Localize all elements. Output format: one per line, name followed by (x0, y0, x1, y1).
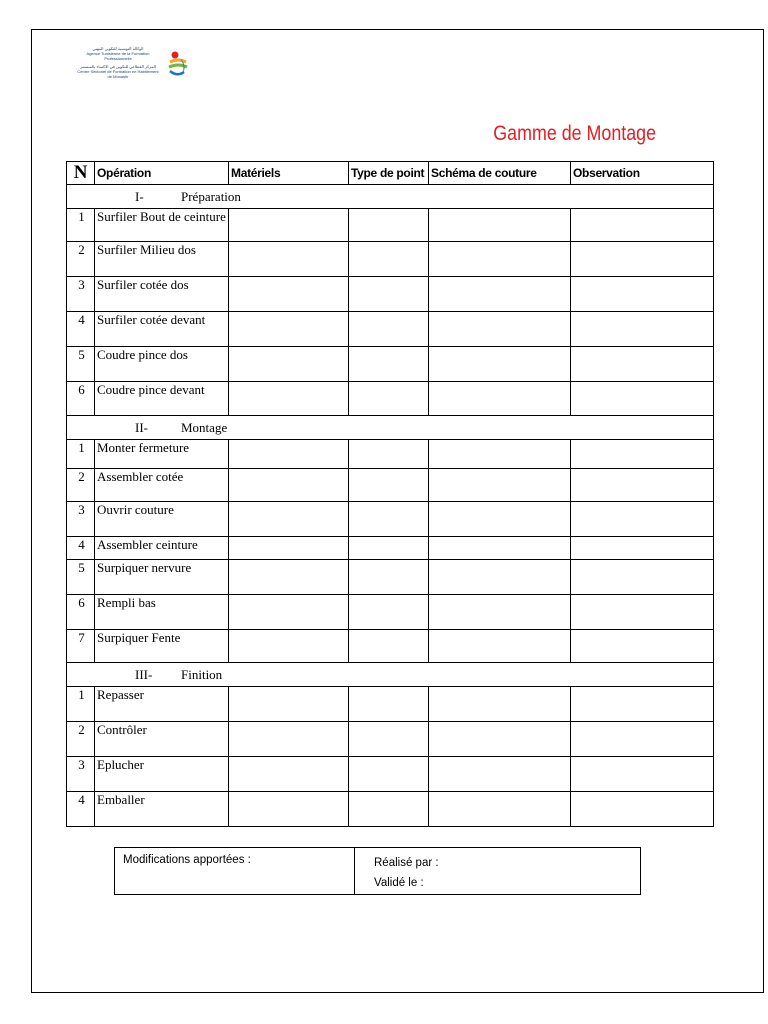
footer-box (114, 847, 641, 895)
materiels-cell[interactable] (229, 560, 349, 595)
materiels-cell[interactable] (229, 502, 349, 537)
realise-par-label: Réalisé par : (374, 857, 439, 869)
section-label: Finition (181, 666, 223, 682)
row-number: 5 (67, 347, 95, 382)
logo-arabic-line-2: المركز القطاعي للتكوين في الاكساء بالمنستير (80, 64, 156, 69)
row-number: 6 (67, 595, 95, 630)
row-number: 3 (67, 757, 95, 792)
table-row (67, 687, 714, 722)
header-schema-de-couture: Schéma de couture (429, 162, 571, 185)
row-number: 2 (67, 242, 95, 277)
schema-de-couture-cell[interactable] (429, 312, 571, 347)
materiels-cell[interactable] (229, 277, 349, 312)
modifications-label: Modifications apportées : (115, 848, 355, 894)
operation-cell: Surpiquer Fente (95, 630, 229, 663)
observation-cell[interactable] (571, 595, 714, 630)
observation-cell[interactable] (571, 792, 714, 827)
section-number: I- (135, 188, 144, 204)
row-number: 4 (67, 792, 95, 827)
schema-de-couture-cell[interactable] (429, 792, 571, 827)
schema-de-couture-cell[interactable] (429, 242, 571, 277)
logo-french-line-1: Agence Tunisienne de la Formation (86, 51, 150, 56)
logo-french-line-2: Professionnelle (104, 56, 132, 61)
row-number: 5 (67, 560, 95, 595)
operation-cell: Monter fermeture (95, 440, 229, 469)
section-row (67, 416, 714, 440)
schema-de-couture-cell[interactable] (429, 502, 571, 537)
section-label: Montage (181, 419, 228, 435)
type-de-point-cell[interactable] (349, 502, 429, 537)
logo-arabic-line-1: الوكالة التونسية للتكوين المهني (92, 46, 144, 51)
observation-cell[interactable] (571, 242, 714, 277)
atfp-logo-icon (166, 48, 190, 82)
observation-cell[interactable] (571, 440, 714, 469)
row-number: 1 (67, 687, 95, 722)
table-header-row (67, 162, 714, 185)
observation-cell[interactable] (571, 347, 714, 382)
operation-cell: Assembler ceinture (95, 537, 229, 560)
section-title (67, 185, 714, 209)
table-row (67, 630, 714, 663)
operation-cell: Ouvrir couture (95, 502, 229, 537)
materiels-cell[interactable] (229, 595, 349, 630)
schema-de-couture-cell[interactable] (429, 757, 571, 792)
schema-de-couture-cell[interactable] (429, 382, 571, 416)
type-de-point-cell[interactable] (349, 630, 429, 663)
type-de-point-cell[interactable] (349, 440, 429, 469)
type-de-point-cell[interactable] (349, 469, 429, 502)
section-number: II- (135, 419, 148, 435)
materiels-cell[interactable] (229, 242, 349, 277)
table-row (67, 469, 714, 502)
row-number: 4 (67, 537, 95, 560)
observation-cell[interactable] (571, 502, 714, 537)
operation-cell: Surfiler Bout de ceinture (95, 209, 229, 242)
schema-de-couture-cell[interactable] (429, 277, 571, 312)
table-row (67, 440, 714, 469)
materiels-cell[interactable] (229, 440, 349, 469)
operation-cell: Coudre pince devant (95, 382, 229, 416)
header-type-de-point: Type de point (349, 162, 429, 185)
materiels-cell[interactable] (229, 209, 349, 242)
schema-de-couture-cell[interactable] (429, 722, 571, 757)
operation-cell: Emballer (95, 792, 229, 827)
type-de-point-cell[interactable] (349, 560, 429, 595)
schema-de-couture-cell[interactable] (429, 347, 571, 382)
row-number: 6 (67, 382, 95, 416)
schema-de-couture-cell[interactable] (429, 560, 571, 595)
observation-cell[interactable] (571, 560, 714, 595)
operation-cell: Surfiler cotée devant (95, 312, 229, 347)
row-number: 3 (67, 502, 95, 537)
table-row (67, 537, 714, 560)
table-row (67, 277, 714, 312)
observation-cell[interactable] (571, 277, 714, 312)
type-de-point-cell[interactable] (349, 382, 429, 416)
schema-de-couture-cell[interactable] (429, 687, 571, 722)
observation-cell[interactable] (571, 209, 714, 242)
operation-cell: Assembler cotée (95, 469, 229, 502)
type-de-point-cell[interactable] (349, 347, 429, 382)
schema-de-couture-cell[interactable] (429, 469, 571, 502)
logo-french-line-4: de Monastir (107, 74, 129, 79)
header-materiels: Matériels (229, 162, 349, 185)
materiels-cell[interactable] (229, 792, 349, 827)
header-observation: Observation (571, 162, 714, 185)
materiels-cell[interactable] (229, 757, 349, 792)
row-number: 2 (67, 469, 95, 502)
operation-cell: Contrôler (95, 722, 229, 757)
section-number: III- (135, 666, 153, 682)
section-title (67, 416, 714, 440)
operations-table (66, 161, 714, 827)
table-row (67, 347, 714, 382)
materiels-cell[interactable] (229, 312, 349, 347)
schema-de-couture-cell[interactable] (429, 209, 571, 242)
type-de-point-cell[interactable] (349, 757, 429, 792)
table-row (67, 502, 714, 537)
table-row (67, 382, 714, 416)
section-row (67, 663, 714, 687)
section-row (67, 185, 714, 209)
logo-french-line-3: Centre Sectoriel de Formation en Habillement (77, 69, 159, 74)
materiels-cell[interactable] (229, 687, 349, 722)
type-de-point-cell[interactable] (349, 595, 429, 630)
row-number: 1 (67, 209, 95, 242)
logo-text (72, 46, 164, 79)
materiels-cell[interactable] (229, 347, 349, 382)
schema-de-couture-cell[interactable] (429, 595, 571, 630)
operation-cell: Rempli bas (95, 595, 229, 630)
type-de-point-cell[interactable] (349, 537, 429, 560)
approval-block (356, 848, 439, 893)
observation-cell[interactable] (571, 630, 714, 663)
observation-cell[interactable] (571, 722, 714, 757)
type-de-point-cell[interactable] (349, 792, 429, 827)
row-number: 2 (67, 722, 95, 757)
operation-cell: Eplucher (95, 757, 229, 792)
observation-cell[interactable] (571, 687, 714, 722)
table-row (67, 792, 714, 827)
section-title (67, 663, 714, 687)
table-row (67, 312, 714, 347)
type-de-point-cell[interactable] (349, 277, 429, 312)
row-number: 7 (67, 630, 95, 663)
page-title: Gamme de Montage (493, 122, 656, 145)
type-de-point-cell[interactable] (349, 312, 429, 347)
type-de-point-cell[interactable] (349, 242, 429, 277)
header-operation: Opération (95, 162, 229, 185)
type-de-point-cell[interactable] (349, 209, 429, 242)
materiels-cell[interactable] (229, 722, 349, 757)
operation-cell: Surfiler Milieu dos (95, 242, 229, 277)
section-label: Préparation (181, 188, 241, 204)
schema-de-couture-cell[interactable] (429, 440, 571, 469)
observation-cell[interactable] (571, 312, 714, 347)
table-row (67, 757, 714, 792)
table-row (67, 722, 714, 757)
observation-cell[interactable] (571, 469, 714, 502)
operation-cell: Surfiler cotée dos (95, 277, 229, 312)
logo (72, 46, 192, 90)
table-row (67, 595, 714, 630)
schema-de-couture-cell[interactable] (429, 630, 571, 663)
operation-cell: Repasser (95, 687, 229, 722)
table-row (67, 560, 714, 595)
type-de-point-cell[interactable] (349, 722, 429, 757)
table-row (67, 242, 714, 277)
operation-cell: Surpiquer nervure (95, 560, 229, 595)
observation-cell[interactable] (571, 382, 714, 416)
row-number: 4 (67, 312, 95, 347)
type-de-point-cell[interactable] (349, 687, 429, 722)
valide-le-label: Validé le : (374, 877, 424, 889)
materiels-cell[interactable] (229, 382, 349, 416)
row-number: 1 (67, 440, 95, 469)
materiels-cell[interactable] (229, 469, 349, 502)
materiels-cell[interactable] (229, 537, 349, 560)
row-number: 3 (67, 277, 95, 312)
operation-cell: Coudre pince dos (95, 347, 229, 382)
materiels-cell[interactable] (229, 630, 349, 663)
observation-cell[interactable] (571, 757, 714, 792)
observation-cell[interactable] (571, 537, 714, 560)
schema-de-couture-cell[interactable] (429, 537, 571, 560)
header-n: N (67, 162, 95, 185)
table-row (67, 209, 714, 242)
